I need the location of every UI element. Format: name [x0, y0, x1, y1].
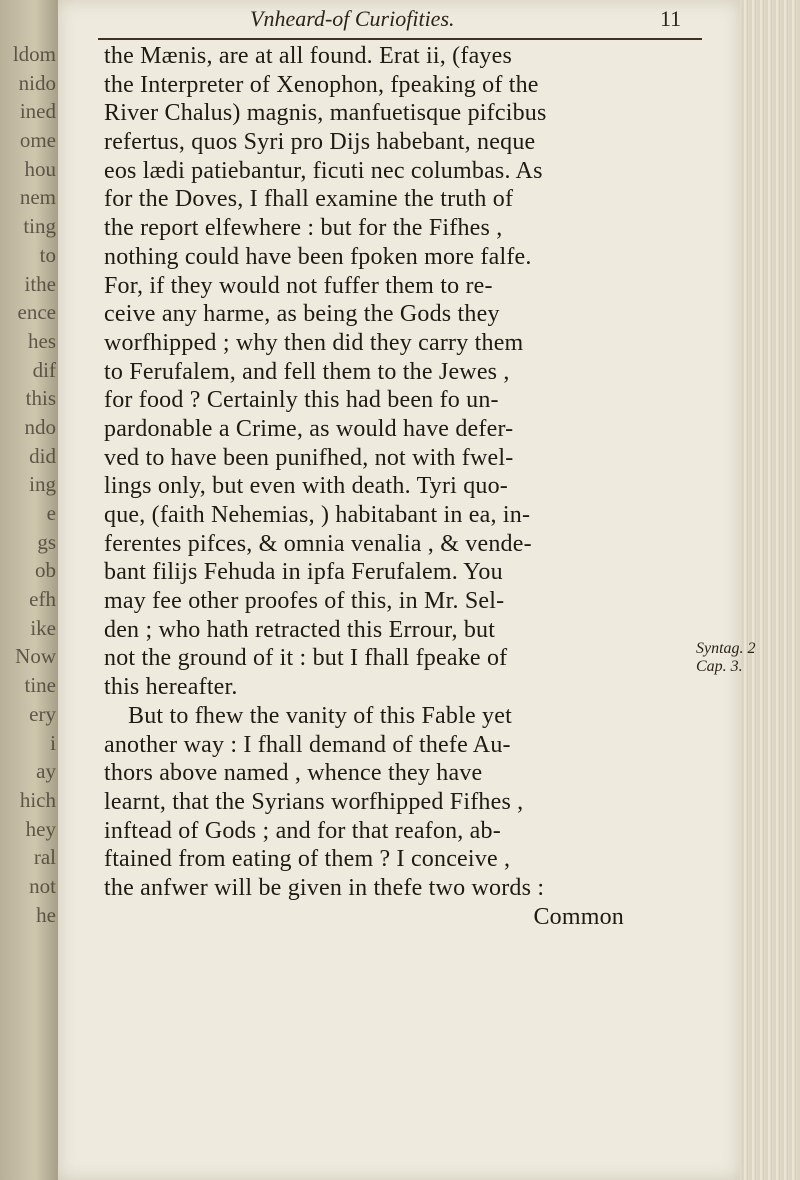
page-number: 11 — [660, 6, 682, 31]
facing-page-fragment: ldom — [12, 42, 56, 66]
marginal-note-source: Syntag. 2 — [696, 640, 756, 657]
facing-page-fragment: hich — [19, 787, 56, 812]
facing-page-fragment: hey — [25, 816, 56, 841]
text-line: que, (faith Nehemias, ) habitabant in ea, in- — [104, 502, 531, 528]
text-line: the anfwer will be given in thefe two words : — [104, 874, 545, 901]
facing-page-fragment: hou — [24, 156, 56, 181]
page-header — [100, 6, 700, 36]
facing-page-fragment: ined — [19, 99, 56, 124]
text-line: the Interpreter of Xenophon, fpeaking of the — [104, 71, 539, 98]
text-line: refertus, quos Syri pro Dijs habebant, neque — [104, 129, 536, 156]
text-line: learnt, that the Syrians worfhipped Fifhes , — [104, 788, 524, 815]
facing-page-fragment: efh — [29, 587, 56, 612]
facing-page-fragment: e — [46, 501, 56, 525]
text-line: inftead of Gods ; and for that reafon, ab- — [104, 817, 501, 844]
text-line: for the Doves, I fhall examine the truth of — [104, 186, 514, 213]
facing-page-fragment: ay — [36, 759, 56, 784]
facing-page-fragment: ing — [29, 472, 56, 497]
text-line: lings only, but even with death. Tyri quo- — [104, 473, 509, 500]
running-title: Vnheard-of Curiofities. — [250, 6, 455, 31]
facing-page-fragment: gs — [37, 529, 56, 554]
text-line: the Mænis, are at all found. Erat ii, (fayes — [104, 43, 513, 69]
page-edges — [740, 0, 800, 1180]
facing-page-fragment: tine — [24, 673, 56, 698]
marginal-note-chapter: Cap. 3. — [696, 658, 743, 675]
text-line: ved to have been punifhed, not with fwel- — [104, 444, 514, 471]
facing-page-fragment: hes — [28, 328, 56, 353]
facing-page-fragment: ike — [30, 615, 56, 640]
facing-page-fragment: not — [29, 873, 56, 898]
text-line: may fee other proofes of this, in Mr. Sel- — [104, 588, 505, 615]
left-facing-page-edge — [0, 0, 58, 1180]
facing-page-fragment: nem — [19, 185, 56, 210]
facing-page-fragment: ery — [29, 701, 56, 726]
facing-page-fragment: dif — [32, 357, 56, 382]
text-line: ceive any harme, as being the Gods they — [104, 301, 500, 328]
facing-page-fragment: Now — [15, 644, 56, 669]
facing-page-fragment: ting — [23, 214, 56, 239]
text-line: not the ground of it : but I fhall fpeake of — [104, 645, 508, 672]
text-line: eos lædi patiebantur, ficuti nec columbas. As — [104, 157, 543, 184]
facing-page-fragment: this — [25, 386, 56, 411]
facing-page-fragment: to — [39, 242, 56, 267]
facing-page-fragment: ome — [19, 128, 56, 153]
text-line: pardonable a Crime, as would have defer- — [104, 415, 514, 442]
text-line: ftained from eating of them ? I conceive , — [104, 846, 511, 873]
text-line: But to fhew the vanity of this Fable yet — [128, 702, 512, 729]
facing-page-fragment: ral — [33, 845, 56, 870]
facing-page-fragment: nido — [18, 70, 56, 95]
text-line: this hereafter. — [104, 674, 238, 701]
text-line: the report elfewhere : but for the Fifhes , — [104, 215, 503, 242]
facing-page-fragment: ndo — [24, 414, 56, 439]
marginal-note — [696, 640, 756, 676]
facing-page-text-fragments — [0, 40, 56, 929]
facing-page-fragment: ithe — [24, 271, 56, 296]
facing-page-fragment: did — [29, 443, 56, 468]
text-line: River Chalus) magnis, manfuetisque pifcibus — [104, 100, 547, 127]
facing-page-fragment: ob — [35, 558, 56, 583]
facing-page-fragment: he — [36, 902, 56, 927]
text-line: den ; who hath retracted this Errour, but — [104, 616, 496, 643]
text-line: another way : I fhall demand of thefe Au- — [104, 731, 511, 758]
header-rule — [98, 38, 702, 40]
text-line: to Ferufalem, and fell them to the Jewes , — [104, 358, 510, 385]
facing-page-fragment: ence — [17, 300, 56, 325]
text-line: for food ? Certainly this had been fo un- — [104, 387, 499, 414]
text-line: Common — [533, 903, 624, 930]
text-line: bant filijs Fehuda in ipfa Ferufalem. You — [104, 559, 503, 586]
facing-page-fragment: i — [50, 730, 56, 755]
body-text — [104, 42, 684, 931]
text-line: nothing could have been fpoken more falfe. — [104, 243, 532, 270]
text-line: For, if they would not fuffer them to re- — [104, 272, 493, 299]
text-line: ferentes pifces, & omnia venalia , & vende- — [104, 530, 532, 557]
text-line: worfhipped ; why then did they carry them — [104, 329, 524, 356]
text-line: thors above named , whence they have — [104, 760, 483, 787]
